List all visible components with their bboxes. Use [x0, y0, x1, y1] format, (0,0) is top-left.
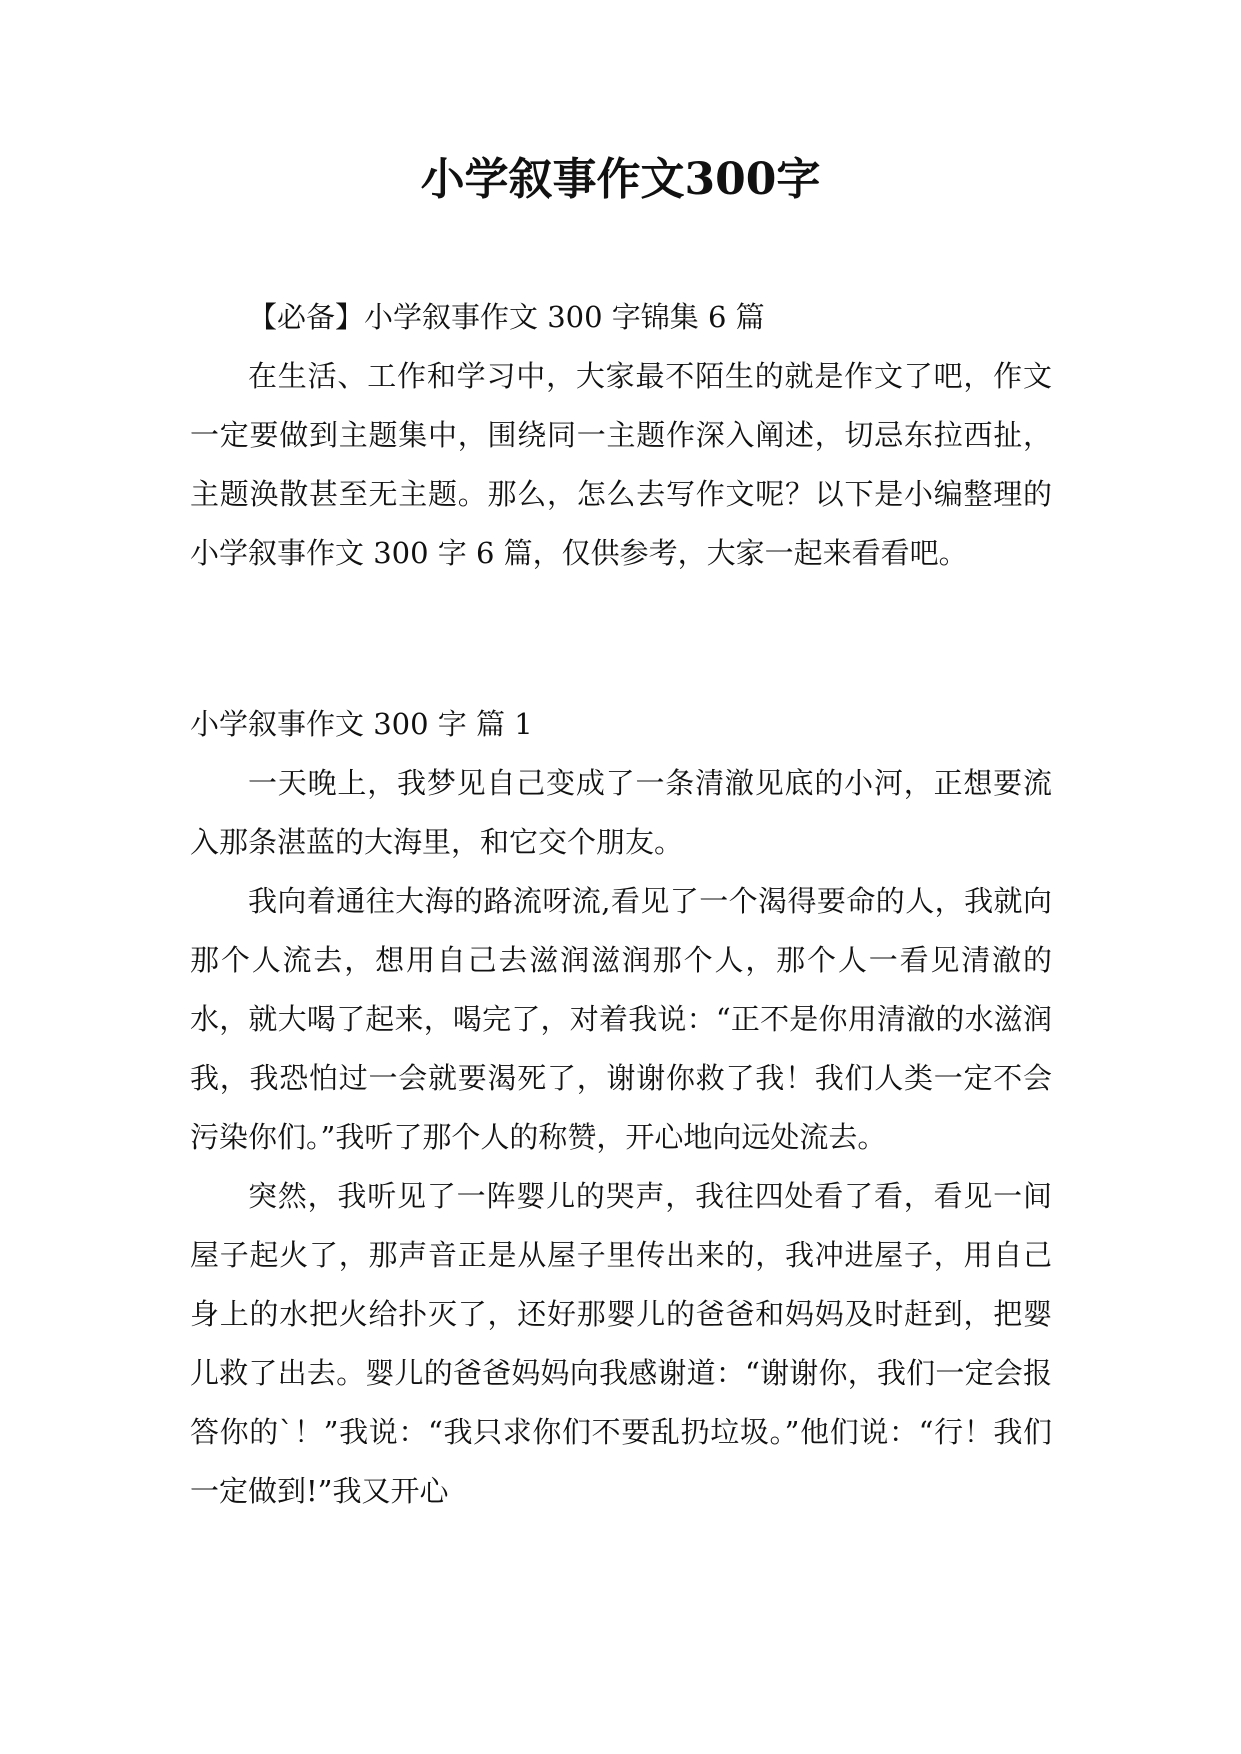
- intro-block: [190, 347, 1052, 583]
- section-body: [190, 754, 1052, 1521]
- page-title: 小学叙事作文300字: [420, 154, 821, 205]
- intro-heading: 【必备】小学叙事作文 300 字锦集 6 篇: [248, 300, 765, 334]
- body-paragraph-2: 我向着通往大海的路流呀流,看见了一个渴得要命的人，我就向那个人流去，想用自己去滋润滋润那个人，那个人一看见清澈的水，就大喝了起来，喝完了，对着我说：“正不是你用清澈的水滋润我，我恐怕过一会就要渴死了，谢谢你救了我！我们人类一定不会污染你们。”我听了那个人的称赞，开心地向远处流去。: [190, 884, 1052, 1154]
- intro-paragraph: 在生活、工作和学习中，大家最不陌生的就是作文了吧，作文一定要做到主题集中，围绕同一主题作深入阐述，切忌东拉西扯，主题涣散甚至无主题。那么，怎么去写作文呢？以下是小编整理的小学叙事作文 300 字 6 篇，仅供参考，大家一起来看看吧。: [190, 359, 1052, 570]
- section-heading: 小学叙事作文 300 字 篇 1: [190, 707, 533, 741]
- body-paragraph-3: 突然，我听见了一阵婴儿的哭声，我往四处看了看，看见一间屋子起火了，那声音正是从屋子里传出来的，我冲进屋子，用自己身上的水把火给扑灭了，还好那婴儿的爸爸和妈妈及时赶到，把婴儿救了出去。婴儿的爸爸妈妈向我感谢道：“谢谢你，我们一定会报答你的`！”我说：“我只求你们不要乱扔垃圾。”他们说：“行！我们一定做到!”我又开心: [190, 1179, 1052, 1508]
- body-paragraph-1: 一天晚上，我梦见自己变成了一条清澈见底的小河，正想要流入那条湛蓝的大海里，和它交个朋友。: [190, 766, 1052, 859]
